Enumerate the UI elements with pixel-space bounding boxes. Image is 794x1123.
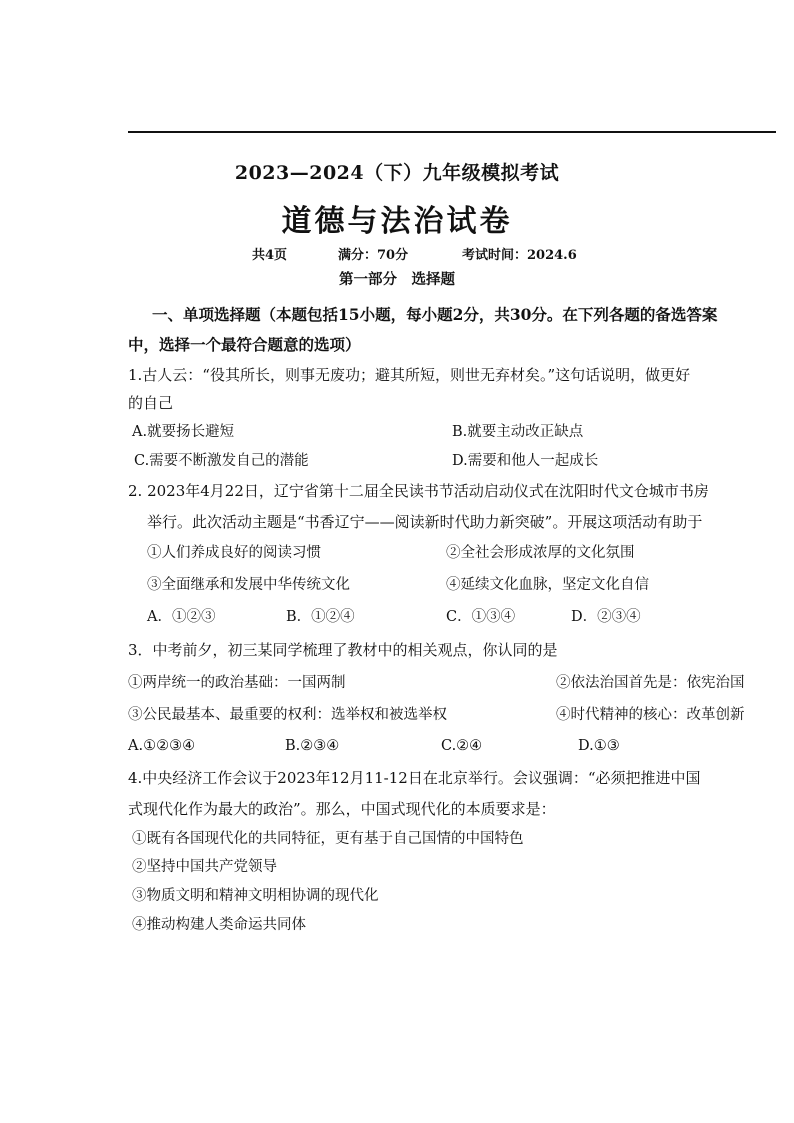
q2-option-a: A．①②③ — [147, 609, 216, 625]
header-rule — [128, 131, 776, 133]
q2-option-c: C．①③④ — [446, 609, 516, 625]
q2-statement-3: ③全面继承和发展中华传统文化 — [147, 577, 350, 593]
part-heading: 第一部分 选择题 — [339, 271, 455, 288]
q2-statement-4: ④延续文化血脉，坚定文化自信 — [446, 577, 649, 593]
q3-statement-2: ②依法治国首先是：依宪治国 — [556, 675, 745, 691]
q4-stem-line2: 式现代化作为最大的政治”。那么，中国式现代化的本质要求是： — [128, 800, 556, 818]
q4-statement-4: ④推动构建人类命运共同体 — [132, 917, 306, 933]
q2-statement-1: ①人们养成良好的阅读习惯 — [147, 545, 321, 561]
q3-option-c: C.②④ — [441, 738, 483, 754]
q3-stem: 3．中考前夕，初三某同学梳理了教材中的相关观点，你认同的是 — [128, 641, 558, 659]
q3-statement-1: ①两岸统一的政治基础：一国两制 — [128, 675, 346, 691]
page-count: 共4页 — [252, 248, 288, 263]
exam-time: 考试时间：2024.6 — [462, 248, 577, 263]
q4-statement-2: ②坚持中国共产党领导 — [132, 859, 277, 875]
q1-option-c: C.需要不断激发自己的潜能 — [134, 453, 309, 469]
q2-option-d: D．②③④ — [571, 609, 641, 625]
q2-statement-2: ②全社会形成浓厚的文化氛围 — [446, 545, 635, 561]
section-instruction-line1: 一、单项选择题（本题包括15小题，每小题2分，共30分。在下列各题的备选答案 — [152, 305, 718, 324]
q1-stem-line1: 1.古人云：“役其所长，则事无废功；避其所短，则世无弃材矣。”这句话说明，做更好 — [128, 366, 691, 384]
exam-title: 2023—2024（下）九年级模拟考试 — [234, 162, 560, 184]
q3-statement-3: ③公民最基本、最重要的权利：选举权和被选举权 — [128, 707, 447, 723]
q1-option-a: A.就要扬长避短 — [132, 424, 235, 440]
q4-statement-3: ③物质文明和精神文明相协调的现代化 — [132, 888, 379, 904]
subject-title: 道德与法治试卷 — [281, 204, 513, 239]
q1-option-b: B.就要主动改正缺点 — [452, 424, 584, 440]
q1-option-d: D.需要和他人一起成长 — [452, 453, 599, 469]
section-instruction-line2: 中，选择一个最符合题意的选项） — [128, 335, 361, 354]
q2-stem-line1: 2. 2023年4月22日，辽宁省第十二届全民读书节活动启动仪式在沈阳时代文仓城市书房 — [128, 482, 709, 500]
q3-option-a: A.①②③④ — [128, 738, 196, 754]
q2-option-b: B．①②④ — [286, 609, 355, 625]
full-score: 满分：70分 — [338, 248, 409, 263]
q3-option-b: B.②③④ — [285, 738, 340, 754]
q4-statement-1: ①既有各国现代化的共同特征，更有基于自己国情的中国特色 — [132, 831, 524, 847]
q2-stem-line2: 举行。此次活动主题是“书香辽宁——阅读新时代助力新突破”。开展这项活动有助于 — [147, 513, 703, 531]
q4-stem-line1: 4.中央经济工作会议于2023年12月11-12日在北京举行。会议强调：“必须把推进中国 — [128, 769, 701, 787]
q3-option-d: D.①③ — [578, 738, 620, 754]
q1-stem-line2: 的自己 — [128, 394, 174, 412]
q3-statement-4: ④时代精神的核心：改革创新 — [556, 707, 745, 723]
